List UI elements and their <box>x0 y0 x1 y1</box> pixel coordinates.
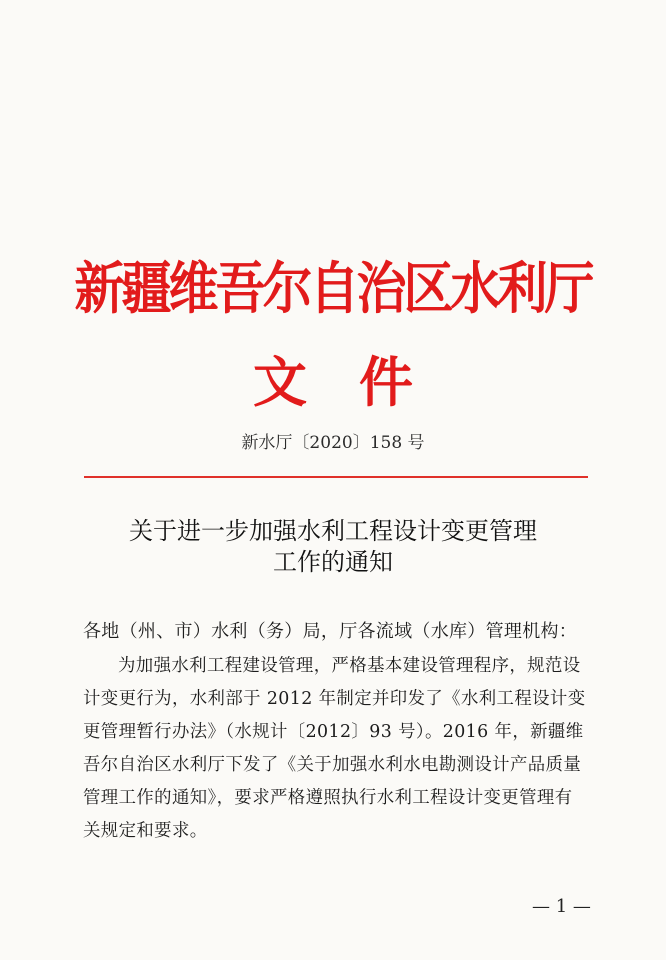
notice-title <box>0 516 666 578</box>
body-paragraph-line: 关规定和要求。 <box>83 821 208 841</box>
document-label: 文件 <box>253 350 465 414</box>
issuing-organization: 新疆维吾尔自治区水利厅 <box>74 255 592 322</box>
notice-title-line-2: 工作的通知 <box>273 548 393 576</box>
body-paragraph-line: 更管理暂行办法》（水规计〔2012〕93 号）。2016 年，新疆维 <box>83 722 584 742</box>
body-paragraph-line: 吾尔自治区水利厅下发了《关于加强水利水电勘测设计产品质量 <box>83 755 582 775</box>
body-paragraph-line: 计变更行为，水利部于 2012 年制定并印发了《水利工程设计变 <box>83 689 586 709</box>
page-number: — 1 — <box>532 896 591 917</box>
addressee: 各地（州、市）水利（务）局，厅各流域（水库）管理机构： <box>83 621 578 642</box>
red-divider-line <box>84 476 588 478</box>
body-paragraph-line: 管理工作的通知》，要求严格遵照执行水利工程设计变更管理有 <box>83 788 573 808</box>
body-paragraph-line: 为加强水利工程建设管理，严格基本建设管理程序，规范设 <box>118 656 581 676</box>
notice-title-line-1: 关于进一步加强水利工程设计变更管理 <box>129 517 537 545</box>
document-number: 新水厅〔2020〕158 号 <box>241 433 425 453</box>
